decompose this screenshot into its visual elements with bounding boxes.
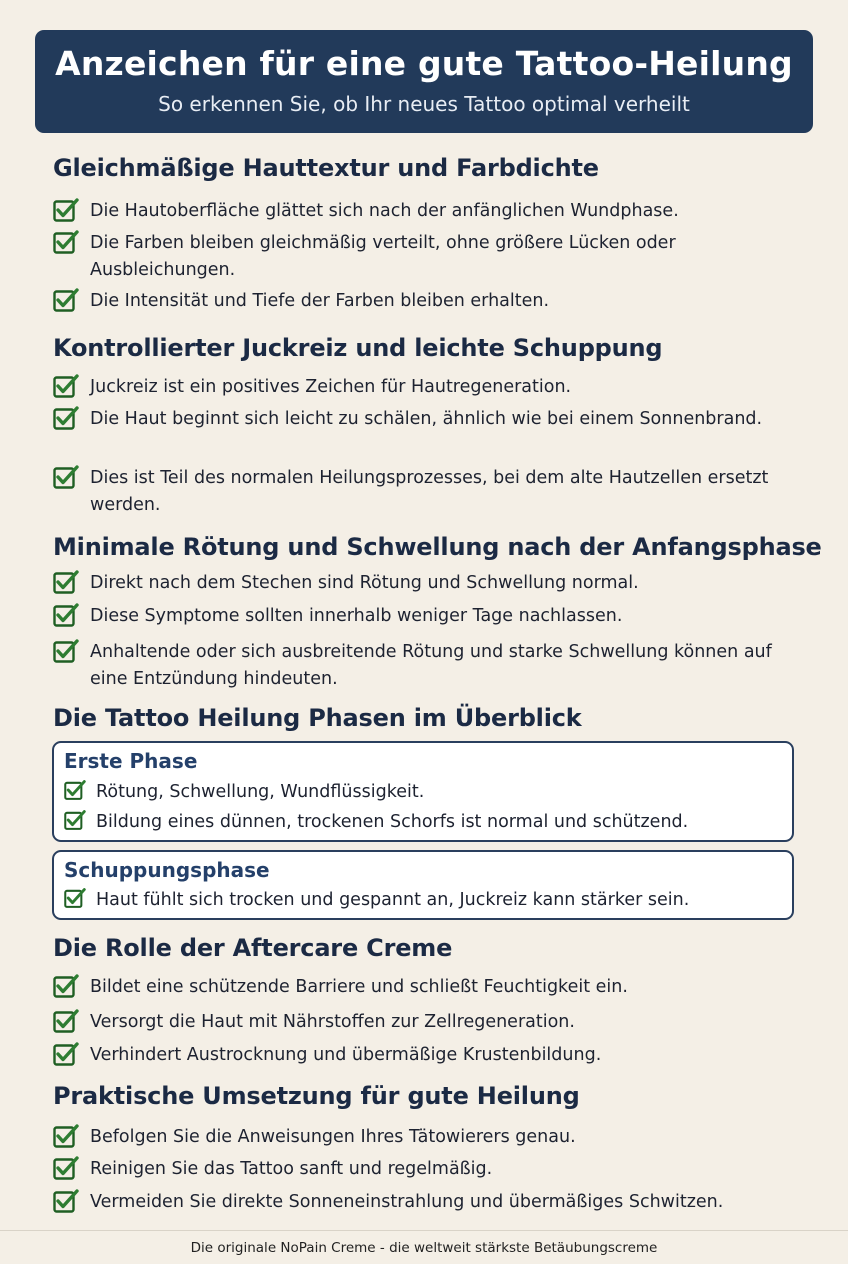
checkbox-checked-icon [64, 809, 86, 831]
list-item-text: Verhindert Austrocknung und übermäßige Krustenbildung. [90, 1045, 602, 1065]
checkbox-checked-icon [53, 974, 79, 998]
footer-divider [0, 1230, 848, 1231]
list-item-text: Dies ist Teil des normalen Heilungsprozesses, bei dem alte Hautzellen ersetzt werden. [90, 468, 769, 515]
checkbox-checked-icon [53, 465, 79, 489]
list-item-text: Rötung, Schwellung, Wundflüssigkeit. [96, 782, 425, 802]
list-item-text: Anhaltende oder sich ausbreitende Rötung und starke Schwellung können auf eine Entzündung hindeuten. [90, 642, 772, 689]
list-item-text: Befolgen Sie die Anweisungen Ihres Tätowierers genau. [90, 1127, 576, 1147]
checkbox-checked-icon [53, 1156, 79, 1180]
checkbox-checked-icon [53, 1124, 79, 1148]
list-item-text: Juckreiz ist ein positives Zeichen für Hautregeneration. [90, 377, 572, 397]
checkbox-checked-icon [53, 198, 79, 222]
list-item-text: Die Hautoberfläche glättet sich nach der anfänglichen Wundphase. [90, 201, 679, 221]
checkbox-checked-icon [53, 1189, 79, 1213]
list-item-text: Die Intensität und Tiefe der Farben bleiben erhalten. [90, 291, 550, 311]
checkbox-checked-icon [53, 374, 79, 398]
list-item-text: Direkt nach dem Stechen sind Rötung und Schwellung normal. [90, 573, 639, 593]
phase-title: Erste Phase [64, 749, 198, 773]
phase-title: Schuppungsphase [64, 858, 270, 882]
list-item-text: Reinigen Sie das Tattoo sanft und regelmäßig. [90, 1159, 493, 1179]
checkbox-checked-icon [53, 570, 79, 594]
checkbox-checked-icon [64, 779, 86, 801]
phase-card-scaling [52, 850, 794, 920]
section-title-phases: Die Tattoo Heilung Phasen im Überblick [53, 704, 582, 732]
list-item-text: Versorgt die Haut mit Nährstoffen zur Zellregeneration. [90, 1012, 575, 1032]
list-item-text: Die Haut beginnt sich leicht zu schälen, ähnlich wie bei einem Sonnenbrand. [90, 409, 763, 429]
list-item-text: Bildung eines dünnen, trockenen Schorfs ist normal und schützend. [96, 812, 689, 832]
page-subtitle: So erkennen Sie, ob Ihr neues Tattoo optimal verheilt [158, 92, 690, 116]
checkbox-checked-icon [64, 887, 86, 909]
checkbox-checked-icon [53, 406, 79, 430]
header-banner [35, 30, 813, 133]
section-title-texture: Gleichmäßige Hauttextur und Farbdichte [53, 154, 599, 182]
section-title-redness: Minimale Rötung und Schwellung nach der Anfangsphase [53, 533, 822, 561]
footer-text: Die originale NoPain Creme - die weltweit stärkste Betäubungscreme [190, 1240, 658, 1256]
section-title-practice: Praktische Umsetzung für gute Heilung [53, 1082, 580, 1110]
phase-card-first [52, 741, 794, 842]
section-title-itching: Kontrollierter Juckreiz und leichte Schuppung [53, 334, 663, 362]
checkbox-checked-icon [53, 639, 79, 663]
list-item-text: Bildet eine schützende Barriere und schließt Feuchtigkeit ein. [90, 977, 628, 997]
page-title: Anzeichen für eine gute Tattoo-Heilung [55, 44, 793, 83]
list-item-text: Die Farben bleiben gleichmäßig verteilt, ohne größere Lücken oder Ausbleichungen. [90, 233, 676, 280]
list-item-text: Haut fühlt sich trocken und gespannt an, Juckreiz kann stärker sein. [96, 890, 690, 910]
checkbox-checked-icon [53, 1042, 79, 1066]
checkbox-checked-icon [53, 288, 79, 312]
list-item-text: Vermeiden Sie direkte Sonneneinstrahlung und übermäßiges Schwitzen. [90, 1192, 724, 1212]
checkbox-checked-icon [53, 230, 79, 254]
checkbox-checked-icon [53, 1009, 79, 1033]
checkbox-checked-icon [53, 603, 79, 627]
section-title-aftercare: Die Rolle der Aftercare Creme [53, 934, 453, 962]
list-item-text: Diese Symptome sollten innerhalb weniger Tage nachlassen. [90, 606, 623, 626]
